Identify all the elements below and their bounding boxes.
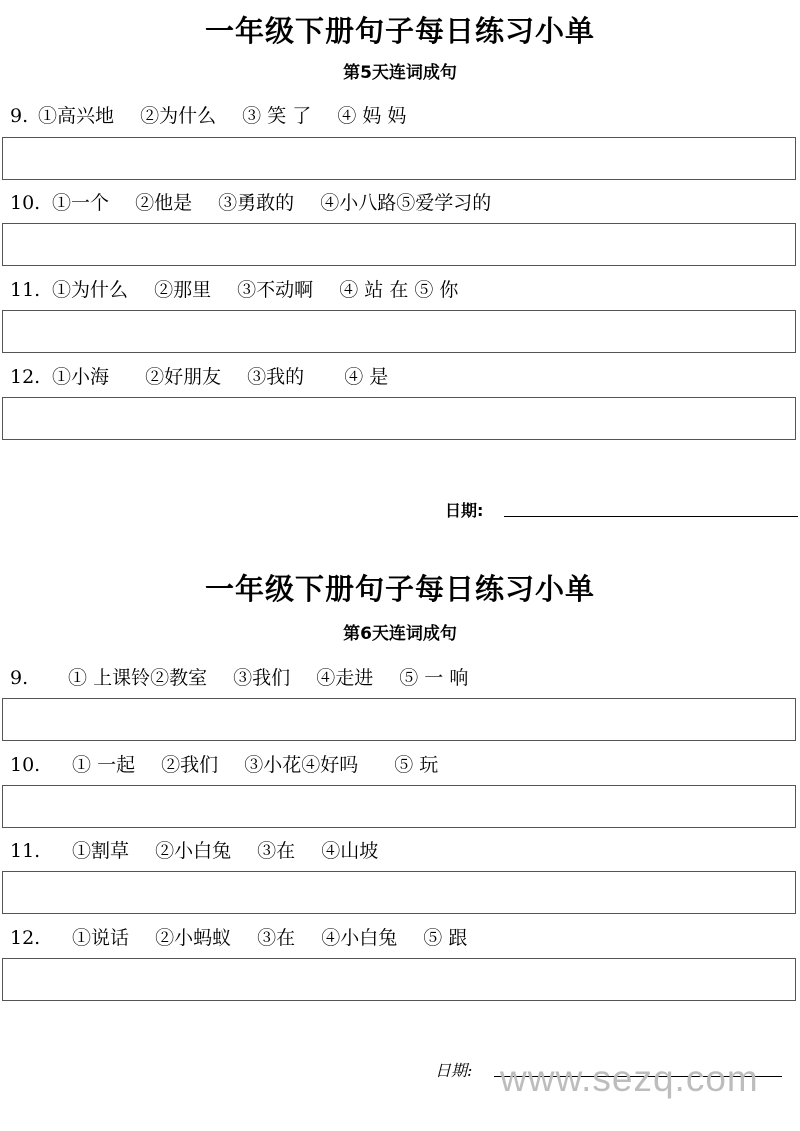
word-option: ③ 笑 了 — [242, 105, 312, 127]
question-number: 12. — [10, 366, 41, 388]
question-number: 9. — [10, 105, 29, 127]
word-option: ④小白兔 — [321, 927, 398, 949]
word-option: ④小八路⑤爱学习的 — [320, 192, 492, 214]
answer-box[interactable] — [2, 310, 796, 353]
word-option: ⑤ 玩 — [394, 754, 439, 776]
question-number: 11. — [10, 279, 41, 301]
answer-box[interactable] — [2, 698, 796, 741]
word-option: ②小白兔 — [155, 840, 232, 862]
word-option: ③不动啊 — [237, 279, 314, 301]
sheet2-question-11 — [10, 842, 800, 861]
word-option: ③小花④好吗 — [244, 754, 359, 776]
word-option: ④走进 — [316, 667, 374, 689]
sheet1-question-11 — [10, 281, 800, 300]
answer-box[interactable] — [2, 397, 796, 440]
word-option: ④ 站 在 ⑤ 你 — [339, 279, 459, 301]
word-option: ①说话 — [72, 927, 130, 949]
word-option: ① 上课铃②教室 — [68, 667, 208, 689]
sheet1-question-12 — [10, 368, 800, 387]
word-option: ③在 — [257, 927, 296, 949]
word-option: ④ 妈 妈 — [337, 105, 407, 127]
word-option: ①高兴地 — [38, 105, 115, 127]
word-option: ②他是 — [135, 192, 193, 214]
sheet1-question-10 — [10, 194, 800, 213]
question-number: 11. — [10, 840, 41, 862]
word-option: ②那里 — [154, 279, 212, 301]
word-option: ④山坡 — [321, 840, 379, 862]
sheet1-subtitle: 第5天连词成句 — [343, 63, 457, 83]
word-option: ①为什么 — [52, 279, 129, 301]
word-option: ⑤ 跟 — [423, 927, 468, 949]
word-option: ⑤ 一 响 — [399, 667, 469, 689]
word-option: ②小蚂蚁 — [155, 927, 232, 949]
answer-box[interactable] — [2, 137, 796, 180]
sheet2-title: 一年级下册句子每日练习小单 — [204, 572, 595, 606]
answer-box[interactable] — [2, 871, 796, 914]
word-option: ①一个 — [52, 192, 110, 214]
sheet1-question-9 — [10, 107, 800, 126]
word-option: ②我们 — [161, 754, 219, 776]
word-option: ①小海 — [52, 366, 110, 388]
word-option: ③在 — [257, 840, 296, 862]
question-number: 10. — [10, 192, 41, 214]
question-number: 9. — [10, 667, 29, 689]
word-option: ②好朋友 — [145, 366, 222, 388]
watermark: www.sezq.com — [500, 1058, 759, 1099]
word-option: ③勇敢的 — [218, 192, 295, 214]
sheet2-subtitle: 第6天连词成句 — [343, 624, 457, 644]
date-label: 日期: — [445, 501, 484, 520]
answer-box[interactable] — [2, 223, 796, 266]
word-option: ③我的 — [247, 366, 305, 388]
word-option: ③我们 — [233, 667, 291, 689]
word-option: ②为什么 — [140, 105, 217, 127]
date-label: 日期: — [435, 1061, 473, 1080]
word-option: ④ 是 — [344, 366, 389, 388]
sheet1-title: 一年级下册句子每日练习小单 — [204, 14, 595, 48]
sheet2-question-12 — [10, 929, 800, 948]
question-number: 12. — [10, 927, 41, 949]
answer-box[interactable] — [2, 958, 796, 1001]
sheet2-question-9 — [10, 669, 800, 688]
answer-box[interactable] — [2, 785, 796, 828]
sheet2-question-10 — [10, 756, 800, 775]
date-line[interactable] — [504, 516, 798, 517]
question-number: 10. — [10, 754, 41, 776]
word-option: ①割草 — [72, 840, 130, 862]
word-option: ① 一起 — [72, 754, 136, 776]
